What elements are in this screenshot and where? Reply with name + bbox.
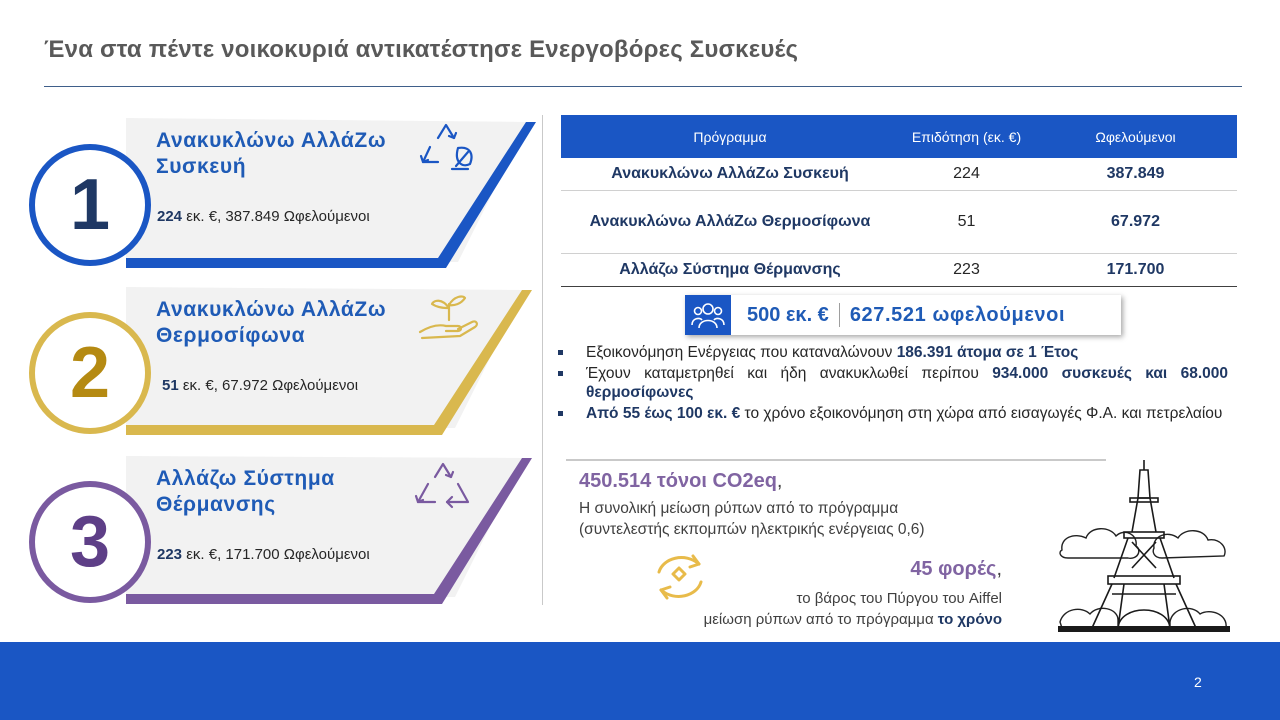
program-2-number: 2	[69, 333, 111, 413]
cell-beneficiaries: 67.972	[1034, 190, 1237, 253]
cell-subsidy: 224	[899, 158, 1034, 190]
section-divider	[566, 459, 1106, 461]
cell-subsidy: 223	[899, 253, 1034, 286]
program-2-stat	[162, 377, 358, 394]
list-item: Εξοικονόμηση Ενέργειας που καταναλώνουν 186.391 άτομα σε 1 Έτος	[556, 343, 1228, 363]
program-3-amount: 223	[157, 546, 183, 563]
program-2-stat-text: εκ. €, 67.972 Ωφελούμενοι	[178, 377, 359, 394]
program-3-stat-text: εκ. €, 171.700 Ωφελούμενοι	[182, 546, 370, 563]
program-1-stat-text: εκ. €, 387.849 Ωφελούμενοι	[182, 208, 370, 225]
table-row	[561, 190, 1237, 253]
program-2-title-line2: Θερμοσίφωνα	[156, 324, 306, 347]
cell-program: Αλλάζω Σύστημα Θέρμανσης	[561, 253, 899, 286]
eiffel-tower-icon	[1058, 458, 1230, 634]
cell-beneficiaries: 387.849	[1034, 158, 1237, 190]
summary-total-beneficiaries: 627.521 ωφελούμενοι	[849, 303, 1066, 326]
programs-table	[561, 115, 1237, 287]
program-3-stat	[157, 546, 370, 563]
program-3-title-line2: Θέρμανσης	[156, 493, 276, 516]
eiffel-line1: το βάρος του Πύργου του Aiffel	[796, 590, 1002, 607]
footer-bar	[0, 642, 1280, 720]
cell-program: Ανακυκλώνω ΑλλάΖω Θερμοσίφωνα	[561, 190, 899, 253]
recycle-leaf-icon	[418, 120, 476, 178]
facts-list	[556, 343, 1228, 424]
header-beneficiaries: Ωφελούμενοι	[1034, 115, 1237, 158]
page-title: Ένα στα πέντε νοικοκυριά αντικατέστησε Ενεργοβόρες Συσκευές	[44, 36, 799, 63]
program-1-title-line2: Συσκευή	[156, 155, 247, 178]
program-1-amount: 224	[157, 208, 183, 225]
vertical-divider	[542, 115, 543, 605]
eiffel-description	[704, 588, 1002, 630]
cell-program: Ανακυκλώνω ΑλλάΖω Συσκευή	[561, 158, 899, 190]
emissions-value: 450.514 τόνοι CO2eq,	[579, 470, 783, 492]
program-2-title	[156, 297, 386, 349]
people-group-icon	[685, 295, 731, 335]
eiffel-times: 45 φορές,	[910, 558, 1002, 580]
table-row	[561, 253, 1237, 286]
program-1-stat	[157, 208, 370, 225]
hand-plant-icon	[418, 292, 480, 340]
summary-total-subsidy: 500 εκ. €	[731, 303, 840, 327]
emissions-description	[579, 498, 925, 540]
program-1-title-line1: Ανακυκλώνω ΑλλάΖω	[156, 129, 387, 152]
list-item: Έχουν καταμετρηθεί και ήδη ανακυκλωθεί περίπου 934.000 συσκευές και 68.000 θερμοσίφωνες	[556, 364, 1228, 403]
header-program: Πρόγραμμα	[561, 115, 899, 158]
list-item: Από 55 έως 100 εκ. € το χρόνο εξοικονόμηση στη χώρα από εισαγωγές Φ.Α. και πετρελαίου	[556, 404, 1228, 424]
program-3-title-line1: Αλλάζω Σύστημα	[156, 467, 335, 490]
table-row	[561, 158, 1237, 190]
program-2-title-line1: Ανακυκλώνω ΑλλάΖω	[156, 298, 387, 321]
program-3-number: 3	[69, 502, 111, 582]
eiffel-line2: μείωση ρύπων από το πρόγραμμα το χρόνο	[703, 611, 1002, 628]
program-2-amount: 51	[162, 377, 179, 394]
program-1-number: 1	[69, 165, 111, 245]
table-header-row	[561, 115, 1237, 158]
program-3-title	[156, 466, 335, 518]
cell-beneficiaries: 171.700	[1034, 253, 1237, 286]
recycle-icon	[414, 460, 472, 514]
header-subsidy: Επιδότηση (εκ. €)	[899, 115, 1034, 158]
emissions-line2: (συντελεστής εκπομπών ηλεκτρικής ενέργειας 0,6)	[579, 521, 925, 538]
emissions-line1: Η συνολική μείωση ρύπων από το πρόγραμμα	[579, 500, 899, 517]
page-number: 2	[1194, 674, 1202, 690]
summary-box	[685, 295, 1121, 335]
program-1-title	[156, 128, 386, 180]
cell-subsidy: 51	[899, 190, 1034, 253]
